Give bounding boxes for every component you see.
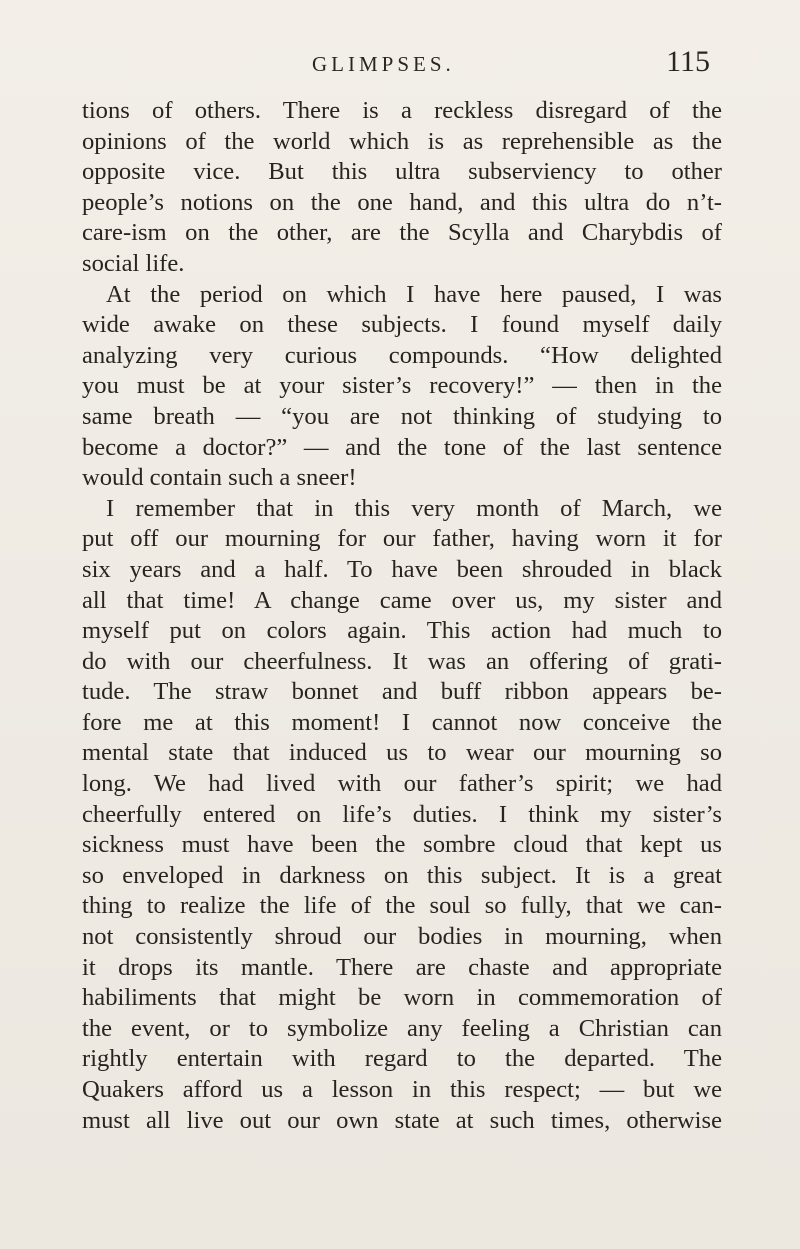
text-line: sickness must have been the sombre cloud that kept us xyxy=(82,831,722,859)
text-line: the event, or to symbolize any feeling a Christian can xyxy=(82,1014,722,1042)
text-line: must all live out our own state at such times, otherwise xyxy=(82,1106,722,1134)
text-line: six years and a half. To have been shrouded in black xyxy=(82,555,722,583)
text-line: would contain such a sneer! xyxy=(82,464,357,492)
text-line: I remember that in this very month of March, we xyxy=(106,494,722,522)
text-line: people’s notions on the one hand, and this ultra do n’t- xyxy=(82,188,722,216)
text-line: myself put on colors again. This action had much to xyxy=(82,617,722,645)
page-number: 115 xyxy=(666,45,710,78)
text-line: tions of others. There is a reckless disregard of the xyxy=(82,97,722,124)
text-line: mental state that induced us to wear our mourning so xyxy=(82,739,722,767)
text-line: same breath — “you are not thinking of studying to xyxy=(82,402,722,430)
text-line: analyzing very curious compounds. “How delighted xyxy=(82,341,722,369)
text-line: become a doctor?” — and the tone of the last sentence xyxy=(82,433,722,461)
text-line: it drops its mantle. There are chaste and appropriate xyxy=(82,953,722,981)
text-line: At the period on which I have here paused, I was xyxy=(106,280,722,308)
text-line: wide awake on these subjects. I found myself daily xyxy=(82,311,722,339)
text-line: you must be at your sister’s recovery!” — then in the xyxy=(82,372,722,400)
text-line: all that time! A change came over us, my sister and xyxy=(82,586,722,614)
body-text xyxy=(82,96,722,1136)
text-line: tude. The straw bonnet and buff ribbon appears be- xyxy=(82,678,722,706)
text-line: so enveloped in darkness on this subject. It is a great xyxy=(82,861,722,889)
text-line: long. We had lived with our father’s spirit; we had xyxy=(82,770,722,798)
text-line: opposite vice. But this ultra subserviency to other xyxy=(82,158,722,186)
text-line: not consistently shroud our bodies in mourning, when xyxy=(82,923,722,951)
text-line: opinions of the world which is as reprehensible as the xyxy=(82,127,722,155)
text-line: rightly entertain with regard to the departed. The xyxy=(82,1045,722,1073)
text-line: thing to realize the life of the soul so fully, that we can- xyxy=(82,892,722,920)
text-line: habiliments that might be worn in commemoration of xyxy=(82,984,722,1012)
text-line: fore me at this moment! I cannot now conceive the xyxy=(82,708,722,736)
text-line: social life. xyxy=(82,249,185,277)
text-line: cheerfully entered on life’s duties. I think my sister’s xyxy=(82,800,722,828)
text-line: care-ism on the other, are the Scylla and Charybdis of xyxy=(82,219,722,247)
text-line: put off our mourning for our father, having worn it for xyxy=(82,525,722,553)
text-line: Quakers afford us a lesson in this respect; — but we xyxy=(82,1076,722,1103)
text-line: do with our cheerfulness. It was an offering of grati- xyxy=(82,647,722,675)
running-head: GLIMPSES. xyxy=(312,52,455,76)
